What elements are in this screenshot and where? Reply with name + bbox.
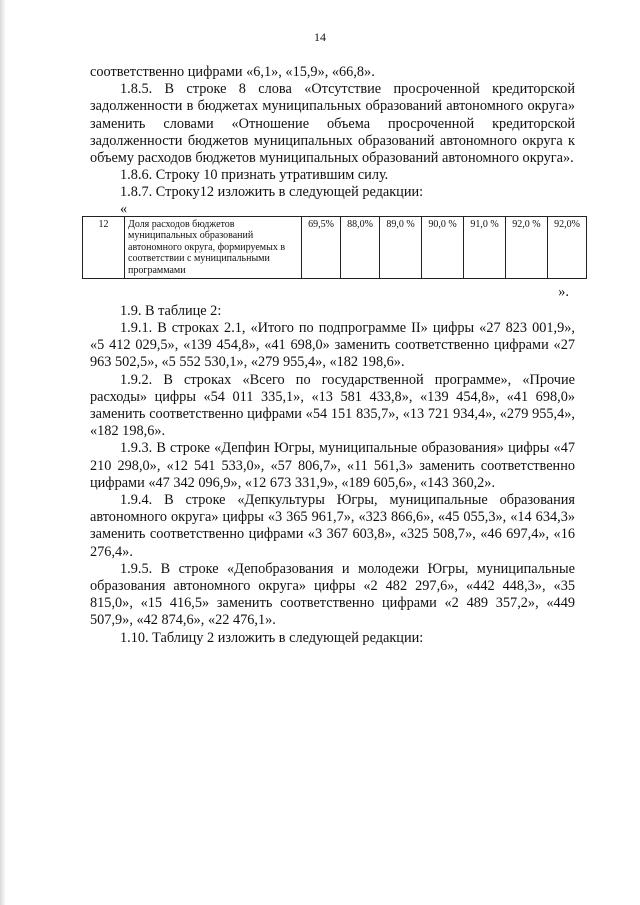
value-cell: 69,5% <box>302 216 341 279</box>
paragraph-1-8-5: 1.8.5. В строке 8 слова «Отсутствие просроченной кредиторской задолженности в бюджетах муниципальных образований автономного округа» заменить словами «Отношение объема просроченной кредиторской задолженности бюджетов муниципальных образований автономного округа к объему расходов бюджетов муниципальных образований автономного округа». <box>90 81 575 167</box>
paragraph-1-8-7: 1.8.7. Строку12 изложить в следующей редакции: <box>120 184 424 201</box>
value-cell: 89,0 % <box>380 216 422 279</box>
value-cell: 92,0 % <box>505 216 547 279</box>
quote-close-mark: ». <box>558 283 569 300</box>
paragraph-1-9-5: 1.9.5. В строке «Депобразования и молодежи Югры, муниципальные образования автономного округа» цифры «2 482 297,6», «442 448,3», «35 815,0», «15 416,5» заменить соответственно цифрами «2 489 357,2», «449 507,9», «42 874,6», «22 476,1». <box>90 560 575 629</box>
indicator-table <box>82 216 587 280</box>
paragraph-1-8-6: 1.8.6. Строку 10 признать утратившим силу. <box>120 167 389 184</box>
table-wrapper <box>90 216 580 282</box>
quote-open-mark: « <box>120 200 128 217</box>
paragraph-1-10: 1.10. Таблицу 2 изложить в следующей редакции: <box>120 629 424 646</box>
paragraph-1-9-4: 1.9.4. В строке «Депкультуры Югры, муниципальные образования автономного округа» цифры «3 365 961,7», «323 866,6», «45 055,3», «14 634,3» заменить соответственно цифрами «3 367 603,8», «325 508,7», «46 697,4», «16 276,4». <box>90 492 575 560</box>
scan-edge-shadow <box>0 0 6 905</box>
value-cell: 88,0% <box>341 216 380 279</box>
value-cell: 90,0 % <box>422 216 464 279</box>
value-cell: 91,0 % <box>464 216 506 279</box>
page-number: 14 <box>314 30 326 44</box>
row-name-cell: Доля расходов бюджетов муниципальных образований автономного округа, формируемых в соответствии с муниципальными программами <box>125 216 302 279</box>
paragraph-1-9-2: 1.9.2. В строках «Всего по государственной программе», «Прочие расходы» цифры «54 011 335,1», «13 581 433,8», «139 454,8», «41 698,0» заменить соответственно цифрами «54 151 835,7», «13 721 934,4», «279 955,4», «182 198,6». <box>90 371 575 440</box>
paragraph-continuation: соответственно цифрами «6,1», «15,9», «66,8». <box>90 64 375 80</box>
paragraph-1-9-1: 1.9.1. В строках 2.1, «Итого по подпрограмме II» цифры «27 823 001,9», «5 412 029,5», «139 454,8», «41 698,0» заменить соответственно цифрами «27 963 502,5», «5 552 530,1», «279 955,4», «182 198,6». <box>90 320 575 371</box>
document-body <box>90 64 580 647</box>
table-row <box>83 216 587 279</box>
value-cell: 92,0% <box>547 216 586 279</box>
paragraph-1-9: 1.9. В таблице 2: <box>120 302 222 319</box>
paragraph-1-9-3: 1.9.3. В строке «Депфин Югры, муниципальные образования» цифры «47 210 298,0», «12 541 533,0», «57 806,7», «11 561,3» заменить соответственно цифрами «47 342 096,9», «12 673 331,9», «189 605,6», «143 360,2». <box>90 440 575 491</box>
row-number-cell: 12 <box>83 216 125 279</box>
